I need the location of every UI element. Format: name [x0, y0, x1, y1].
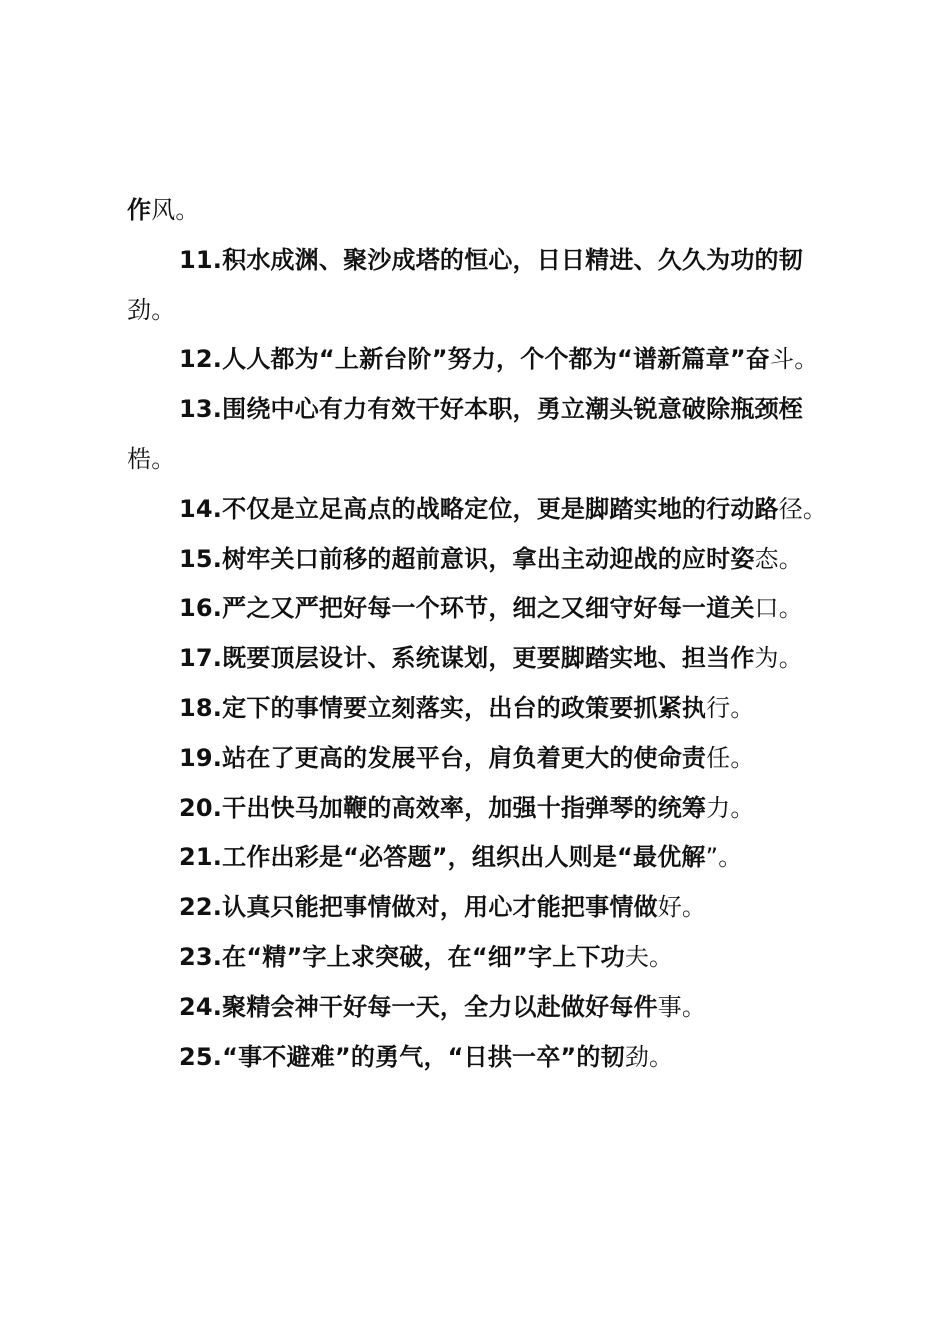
paragraph-bold-text: 作 [127, 196, 152, 224]
list-item-bold-text: 21.工作出彩是“必答题”，组织出人则是“最优解 [179, 843, 706, 872]
list-item-bold-text: 20.干出快马加鞭的高效率，加强十指弹琴的统筹 [179, 793, 707, 822]
list-item-bold-text: 16.严之又严把好每一个环节，细之又细守好每一道关 [179, 594, 755, 623]
paragraph-tail-text: 风。 [151, 196, 200, 224]
list-item-bold-text: 15.树牢关口前移的超前意识，拿出主动迎战的应时姿 [179, 544, 755, 573]
list-item-bold-text: 12.人人都为“上新台阶”努力，个个都为“谱新篇章”奋 [179, 345, 771, 374]
list-item-tail-text: 劲。 [127, 295, 176, 324]
list-item-19 [127, 734, 847, 784]
list-item-18 [127, 684, 847, 734]
list-item-20 [127, 784, 847, 834]
list-item-tail-text: 行。 [706, 693, 755, 722]
list-item-tail-text: 态。 [754, 544, 803, 573]
document-body [127, 186, 847, 1082]
list-item-22 [127, 883, 847, 933]
list-item-tail-text: 夫。 [624, 942, 674, 971]
list-item-tail-text: 为。 [754, 644, 803, 673]
list-item-tail-text: 口。 [754, 594, 803, 623]
list-item-14 [127, 485, 847, 535]
list-item-12 [127, 335, 847, 385]
list-item-17 [127, 634, 847, 684]
list-item-bold-text: 19.站在了更高的发展平台，肩负着更大的使命责 [179, 743, 707, 772]
list-item-tail-text: 任。 [706, 743, 755, 772]
list-item-tail-text: 斗。 [770, 345, 819, 374]
list-item-24 [127, 983, 847, 1033]
list-item-bold-text: 14.不仅是立足高点的战略定位，更是脚踏实地的行动路 [179, 494, 779, 523]
list-item-bold-text: 11.积水成渊、聚沙成塔的恒心，日日精进、久久为功的韧 [179, 245, 803, 274]
list-item-bold-text: 25.“事不避难”的勇气，“日拱一卒”的韧 [179, 1042, 625, 1071]
list-item-tail-text: ”。 [705, 843, 743, 872]
list-item-tail-text: 梏。 [127, 444, 176, 473]
list-item-16 [127, 584, 847, 634]
list-item-tail-text: 好。 [657, 893, 707, 922]
list-item-25 [127, 1033, 847, 1083]
list-item-tail-text: 劲。 [624, 1042, 674, 1071]
list-item-bold-text: 17.既要顶层设计、系统谋划，更要脚踏实地、担当作 [179, 644, 755, 673]
list-item-13 [127, 385, 847, 485]
list-item-21 [127, 833, 847, 883]
list-item-tail-text: 力。 [706, 793, 755, 822]
list-item-bold-text: 13.围绕中心有力有效干好本职，勇立潮头锐意破除瓶颈桎 [179, 395, 803, 424]
list-item-bold-text: 24.聚精会神干好每一天，全力以赴做好每件 [179, 992, 658, 1021]
list-item-bold-text: 23.在“精”字上求突破，在“细”字上下功 [179, 942, 625, 971]
list-item-tail-text: 径。 [778, 494, 828, 523]
list-item-bold-text: 18.定下的事情要立刻落实，出台的政策要抓紧执 [179, 693, 707, 722]
list-item-23 [127, 933, 847, 983]
list-item-bold-text: 22.认真只能把事情做对，用心才能把事情做 [179, 893, 658, 922]
list-item-15 [127, 535, 847, 585]
list-item-11 [127, 236, 847, 336]
paragraph-fragment [127, 186, 847, 236]
list-item-tail-text: 事。 [657, 992, 707, 1021]
